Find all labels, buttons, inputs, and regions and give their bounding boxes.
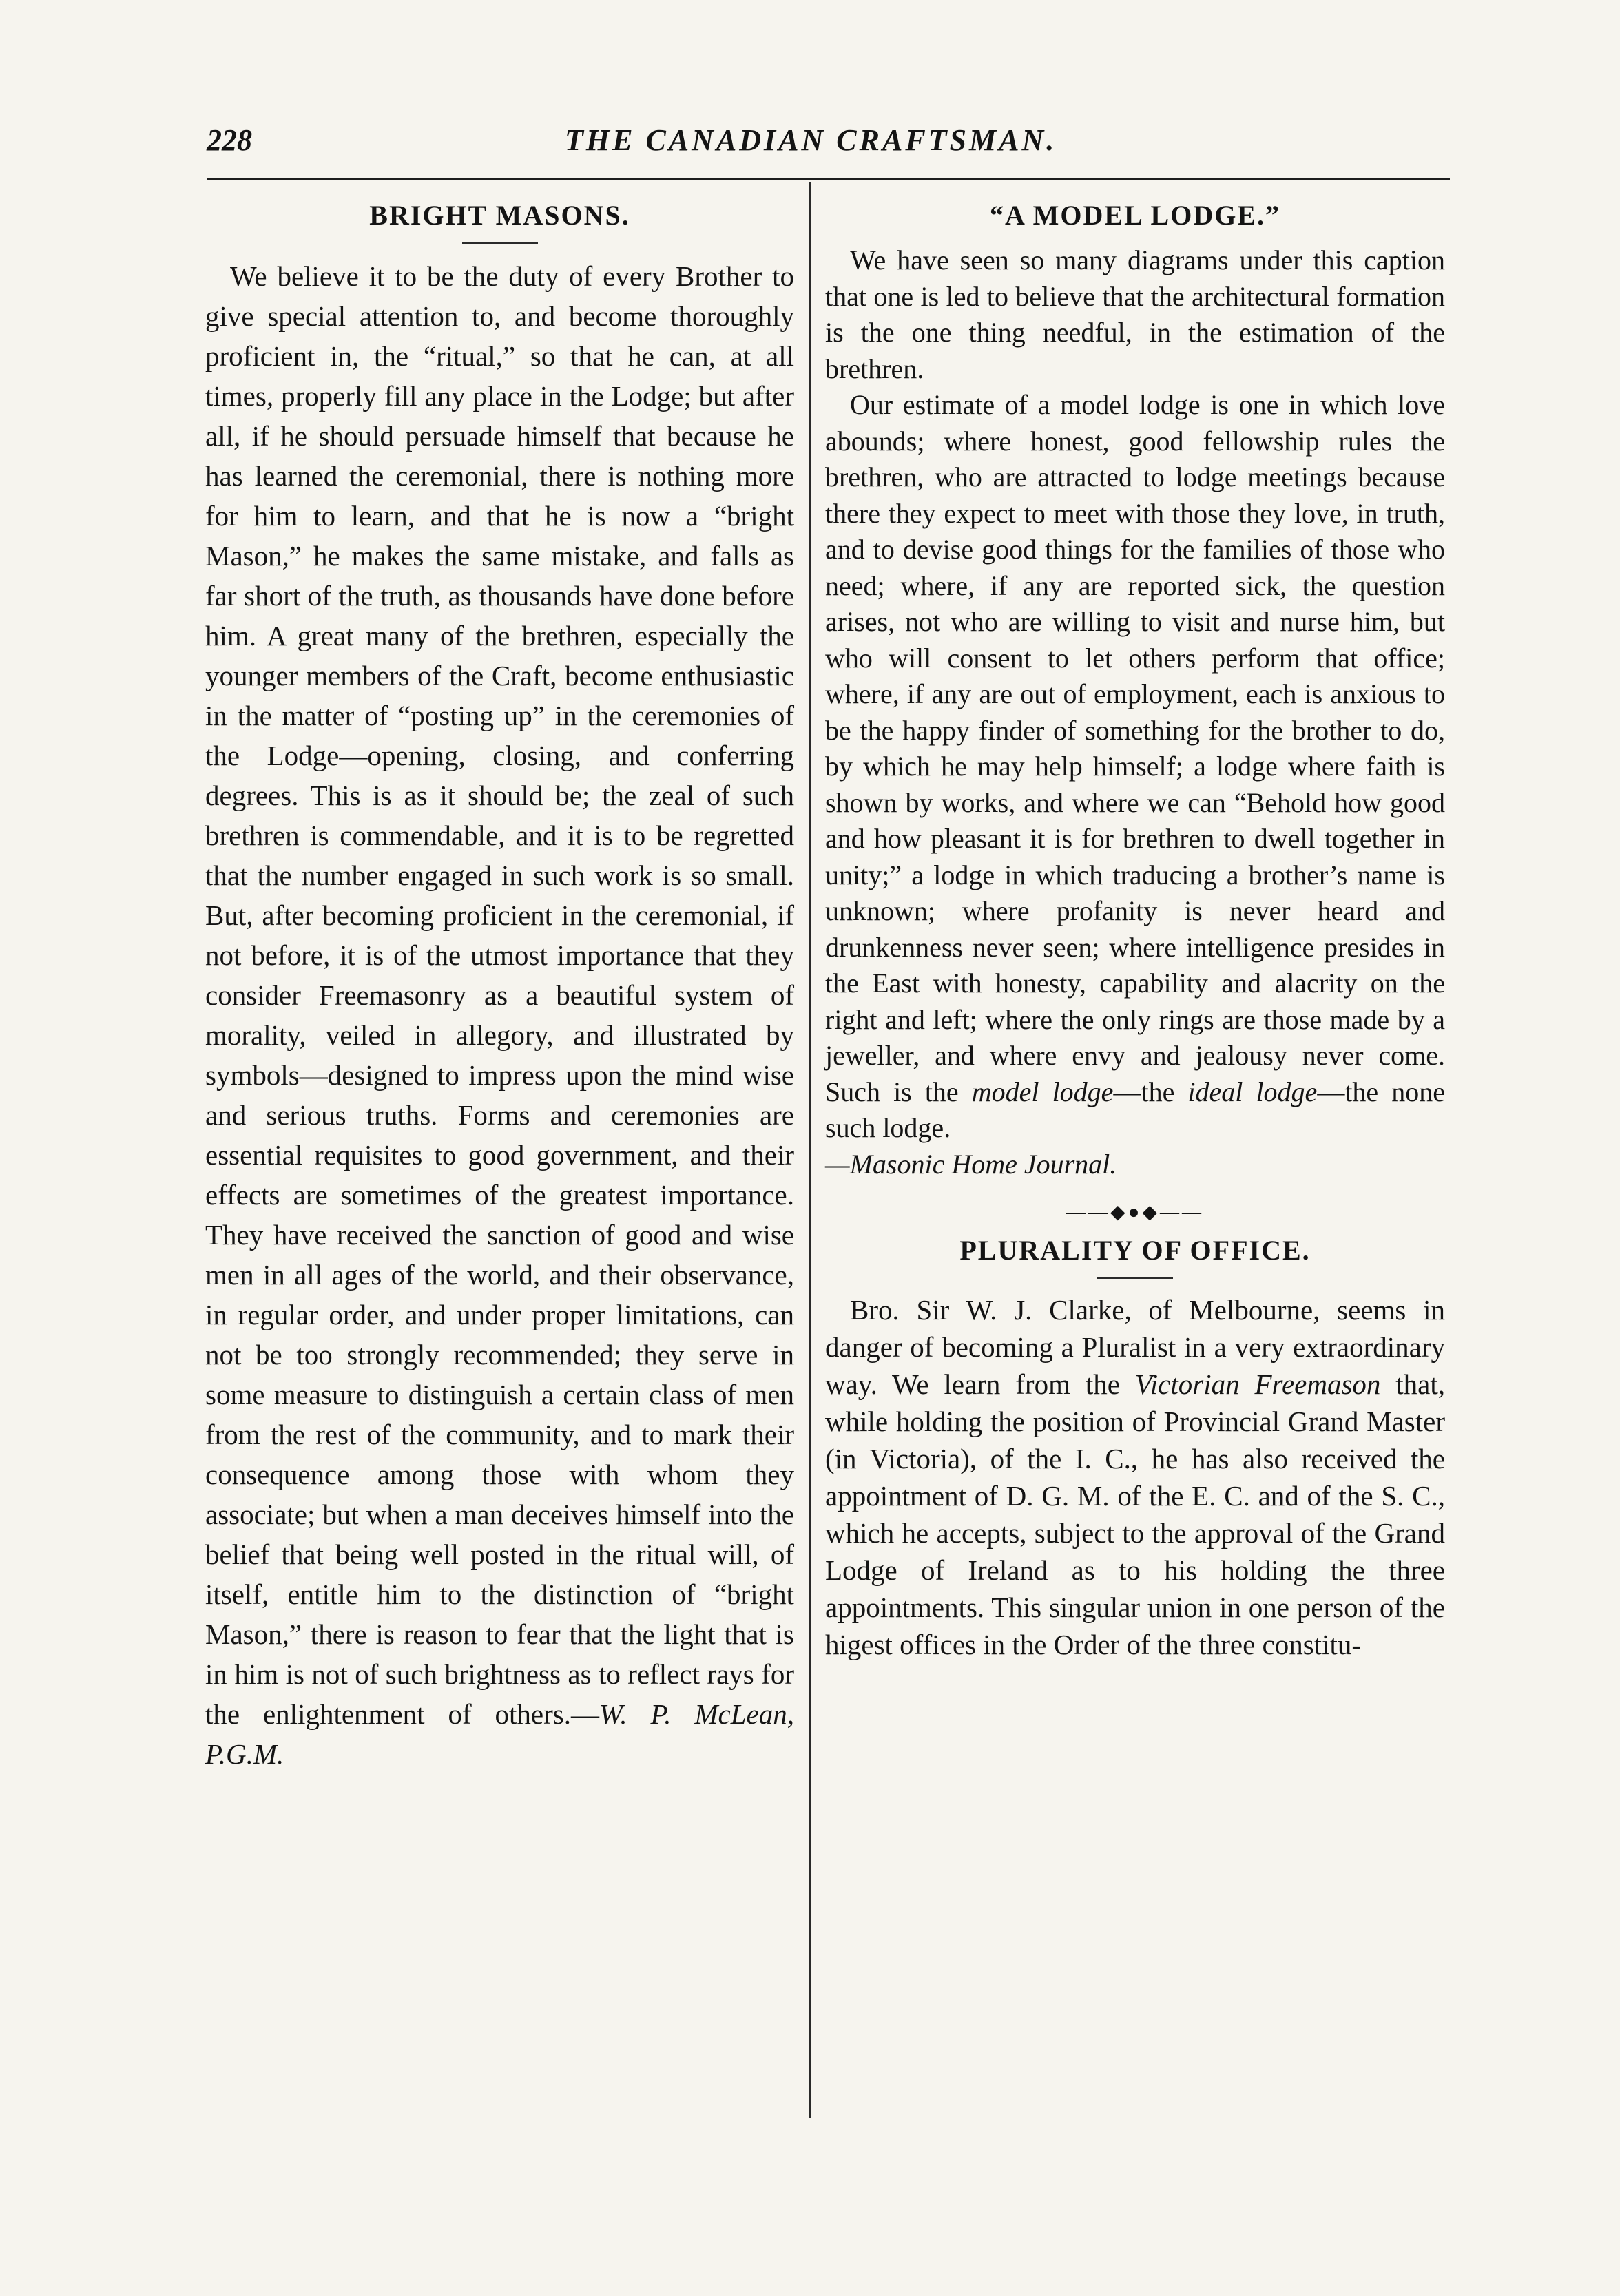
article-paragraph: [825, 387, 1445, 1182]
left-column: [205, 198, 794, 1774]
article-body: [205, 256, 794, 1774]
article-model-lodge: [825, 198, 1445, 1182]
paragraph-text: Our estimate of a model lodge is one in which love abounds; where honest, good fellowship rules the brethren, who are attracted to lodge meetings because there they expect to meet with those they love, in truth, and to devise good things for the families of those who need; where, if any are reported sick, the question arises, not who are willing to visit and nurse him, but who will consent to let others perform that office; where, if any are out of employment, each is anxious to be the happy finder of something for the brother to do, by which he may help himself; a lodge where faith is shown by works, and where we can “Behold how good and how pleasant it is for brethren to dwell together in unity;” a lodge in which traducing a brother’s name is unknown; where profanity is never heard and drunkenness never seen; where intelligence presides in the East with honesty, capability and alacrity on the right and left; where the only rings are those made by a jeweller, and where envy and jealousy never come. Such is the: [825, 389, 1445, 1107]
article-title: BRIGHT MASONS.: [369, 200, 630, 231]
publication-name: Victorian Freemason: [1134, 1368, 1381, 1400]
paragraph-text: —the none such lodge.: [825, 1076, 1446, 1143]
title-rule: [462, 242, 538, 244]
article-title: PLURALITY OF OFFICE.: [959, 1235, 1311, 1266]
paragraph-text: Bro. Sir W. J. Clarke, of Melbourne, seems in danger of becoming a Pluralist in a very extraordinary way. We learn from the: [825, 1294, 1445, 1400]
article-body: [825, 1291, 1445, 1663]
article-plurality: [825, 1233, 1445, 1663]
article-text: We believe it to be the duty of every Brother to give special attention to, and become thoroughly proficient in, the “ritual,” so that he can, at all times, properly fill any place in the Lodge; but after all, if he should persuade himself that because he has learned the ceremonial, there is nothing more for him to learn, and that he is now a “bright Mason,” he makes the same mistake, and falls as far short of the truth, as thousands have done before him. A great many of the brethren, especially the younger members of the Craft, become enthusiastic in the matter of “posting up” in the ceremonies of the Lodge—opening, closing, and conferring degrees. This is as it should be; the zeal of such brethren is commendable, and it is to be regretted that the number engaged in such work is so small. But, after becoming proficient in the ceremonial, if not before, it is of the utmost importance that they consider Freemasonry as a beautiful system of morality, veiled in allegory, and illustrated by symbols—designed to impress upon the mind wise and serious truths. Forms and ceremonies are essential requisites to good government, and their effects are sometimes of the greatest importance. They have received the sanction of good and wise men in all ages of the world, and their observance, in regular order, and under proper limitations, can not be too strongly recommended; they serve in some measure to distinguish a certain class of men from the rest of the community, and to mark their consequence among those with whom they associate; but when a man deceives himself into the belief that being well posted in the ritual will, of itself, entitle him to the distinction of “bright Mason,” there is reason to fear that the light that is in him is not of such brightness as to reflect rays for the enlightenment of others.—: [205, 260, 794, 1730]
emphasis-text: model lodge: [971, 1076, 1114, 1107]
article-title: “A MODEL LODGE.”: [989, 200, 1281, 231]
article-bright-masons: [205, 198, 794, 1774]
page-number: 228: [207, 123, 252, 157]
article-paragraph: We have seen so many diagrams under this caption that one is led to believe that the architectural formation is the one thing needful, in the estimation of the brethren.: [825, 244, 1445, 384]
emphasis-text: ideal lodge: [1187, 1076, 1318, 1107]
page-header: [207, 123, 1453, 178]
article-source: —Masonic Home Journal.: [825, 1148, 1117, 1180]
running-title: THE CANADIAN CRAFTSMAN.: [565, 123, 1057, 157]
column-divider: [809, 182, 811, 2118]
title-rule: [1097, 1277, 1173, 1279]
header-rule: [207, 178, 1450, 180]
paragraph-text: that, while holding the position of Provincial Grand Master (in Victoria), of the I. C., he has also received the appointment of D. G. M. of the E. C. and of the S. C., which he accepts, subject to the approval of the Grand Lodge of Ireland as to his holding the three appointments. This singular union in one person of the higest offices in the Order of the three constitu-: [825, 1368, 1445, 1660]
article-byline: W. P. McLean, P.G.M.: [205, 1698, 795, 1770]
right-column: [825, 198, 1445, 1663]
paragraph-text: —the: [1113, 1076, 1188, 1107]
section-ornament: ——◆●◆——: [1066, 1202, 1204, 1223]
